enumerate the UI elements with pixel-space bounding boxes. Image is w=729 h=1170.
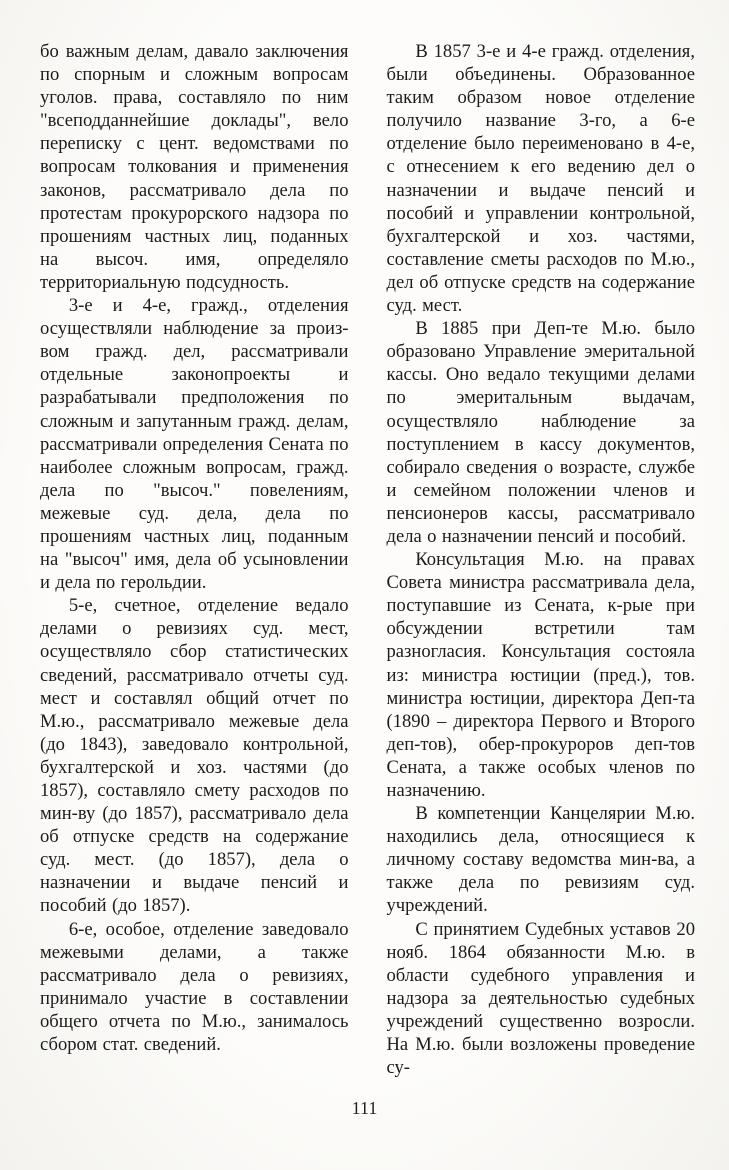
paragraph: 6-е, особое, отделение заведовало межевыми делами, а также рассматривало дела о ревизиях, принимало участие в составлении общего отчета по М.ю., занималось сбором стат. сведений.	[40, 918, 349, 1056]
paragraph: бо важным делам, давало заключения по спорным и сложным вопросам уголов. права, составляло по ним "всеподданнейшие доклады", вело переписку с цент. ведомствами по вопросам толкования и применения законов, рассматривало дела по протестам прокурорского надзора по прошениям частных лиц, поданных на высоч. имя, определяло территориальную подсудность.	[40, 41, 349, 293]
paragraph: В 1857 3-е и 4-е гражд. отделения, были объединены. Образованное таким образом новое отделение получило название 3-го, а 6-е отделение было переименовано в 4-е, с отнесением к его ведению дел о назначении и выдаче пенсий и пособий и управлении контрольной, бухгалтерской и хоз. частями, составление сметы расходов по М.ю., дел об отпуске средств на содержание суд. мест.	[386, 41, 695, 317]
paragraph: С принятием Судебных уставов 20 нояб. 1864 обязанности М.ю. в области судебного управления и надзора за деятельностью судебных учреждений существенно возросли. На М.ю. были возложены проведение су-	[386, 918, 695, 1079]
paragraph: 3-е и 4-е, гражд., отделения осуществляли наблюдение за произ-вом гражд. дел, рассматривали отдельные законопроекты и разрабатывали предположения по сложным и запутанным гражд. делам, рассматривали определения Сената по наиболее сложным вопросам, гражд. дела по "высоч." повелениям, межевые суд. дела, дела по прошениям частных лиц, поданным на "высоч" имя, дела об усыновлении и дела по герольдии.	[40, 295, 349, 594]
page-number: 111	[351, 1098, 378, 1118]
paragraph: Консультация М.ю. на правах Совета министра рассматривала дела, поступавшие из Сената, к-рые при обсуждении встретили там разногласия. Консультация состояла из: министра юстиции (пред.), тов. министра юстиции, директора Деп-та (1890 – директора Первого и Второго деп-тов), обер-прокуроров деп-тов Сената, а также особых членов по назначению.	[386, 549, 695, 801]
right-column	[387, 40, 696, 1079]
paragraph: 5-е, счетное, отделение ведало делами о ревизиях суд. мест, осуществляло сбор статистических сведений, рассматривало отчеты суд. мест и составлял общий отчет по М.ю., рассматривало межевые дела (до 1843), заведовало контрольной, бухгалтерской и хоз. частями (до 1857), составляло смету расходов по мин-ву (до 1857), рассматривало дела об отпуске средств на содержание суд. мест. (до 1857), дела о назначении и выдаче пенсий и пособий (до 1857).	[40, 595, 349, 917]
left-column	[40, 40, 349, 1079]
paragraph: В компетенции Канцелярии М.ю. находились дела, относящиеся к личному составу ведомства мин-ва, а также дела по ревизиям суд. учреждений.	[386, 803, 695, 917]
paragraph: В 1885 при Деп-те М.ю. было образовано Управление эмеритальной кассы. Оно ведало текущими делами по эмеритальным выдачам, осуществляло наблюдение за поступлением в кассу документов, собирало сведения о возрасте, службе и семейном положении членов и пенсионеров кассы, рассматривало дела о назначении пенсий и пособий.	[386, 318, 695, 547]
